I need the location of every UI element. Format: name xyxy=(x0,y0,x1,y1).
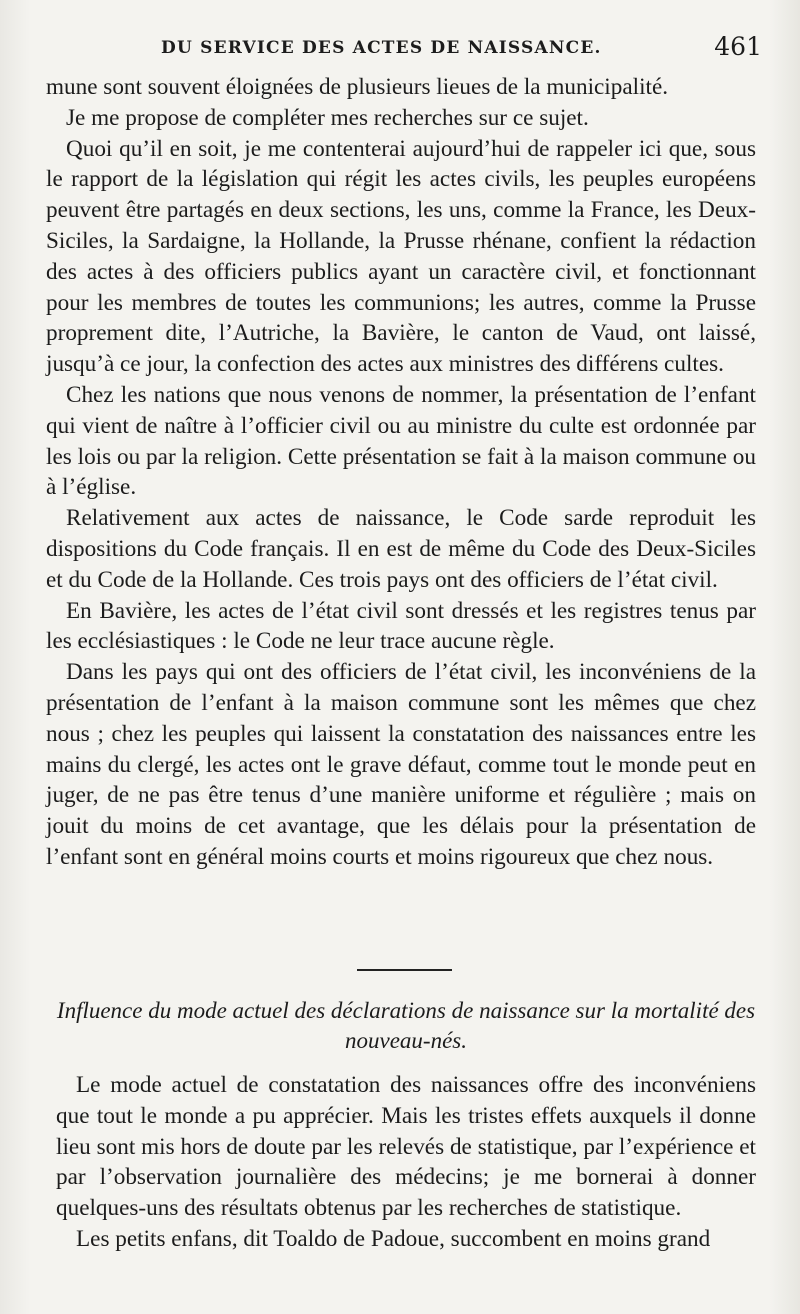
section-divider xyxy=(357,969,452,971)
paragraph: mune sont souvent éloignées de plusieurs lieues de la municipalité. xyxy=(46,74,669,100)
paragraph: En Bavière, les actes de l’état civil sont dressés et les registres tenus par les ecclésiastiques : le Code ne leur trace aucune règle. xyxy=(46,597,756,655)
paragraph: Les petits enfans, dit Toaldo de Padoue, succombent en moins grand xyxy=(76,1225,711,1252)
section-heading: Influence du mode actuel des déclarations de naissance sur la mortalité des nouveau-nés. xyxy=(56,998,756,1053)
paragraph: Le mode actuel de constatation des naissances offre des inconvéniens que tout le monde a pu apprécier. Mais les tristes effets auxquels il donne lieu sont mis hors de doute par les relevés de statistique, par l’expérience et par l’observation journalière des médecins; je me bornerai à donner quelques-uns des résultats obtenus par les recherches de statistique. xyxy=(56,1072,756,1222)
paragraph: Chez les nations que nous venons de nommer, la présentation de l’enfant qui vient de naître à l’officier civil ou au ministre du culte est ordonnée par les lois ou par la religion. Cette présentation se fait à la maison commune ou à l’église. xyxy=(46,381,756,501)
page-header xyxy=(46,30,762,70)
body-text xyxy=(46,72,756,873)
paragraph: Quoi qu’il en soit, je me contenterai aujourd’hui de rappeler ici que, sous le rapport de la législation qui régit les actes civils, les peuples européens peuvent être partagés en deux sections, les uns, comme la France, les Deux-Siciles, la Sardaigne, la Hollande, la Prusse rhénane, confient la rédaction des actes à des officiers publics ayant un caractère civil, et fonctionnant pour les membres de toutes les communions; les autres, comme la Prusse proprement dite, l’Autriche, la Bavière, le canton de Vaud, ont laissé, jusqu’à ce jour, la confection des actes aux ministres des différens cultes. xyxy=(46,135,756,378)
page-number: 461 xyxy=(714,32,762,61)
paragraph: Je me propose de compléter mes recherches sur ce sujet. xyxy=(66,104,589,131)
running-title: DU SERVICE DES ACTES DE NAISSANCE. xyxy=(161,38,602,58)
paragraph: Relativement aux actes de naissance, le Code sarde reproduit les dispositions du Code français. Il en est de même du Code des Deux-Siciles et du Code de la Hollande. Ces trois pays ont des officiers de l’état civil. xyxy=(46,505,756,593)
paragraph: Dans les pays qui ont des officiers de l’état civil, les inconvéniens de la présentation de l’enfant à la maison commune sont les mêmes que chez nous ; chez les peuples qui laissent la constatation des naissances entre les mains du clergé, les actes ont le grave défaut, comme tout le monde peut en juger, de ne pas être tenus d’une manière uniforme et régulière ; mais on jouit du moins de cet avantage, que les délais pour la présentation de l’enfant sont en général moins courts et moins rigoureux que chez nous. xyxy=(46,659,756,870)
section-text xyxy=(56,1070,756,1255)
section xyxy=(56,996,756,1255)
